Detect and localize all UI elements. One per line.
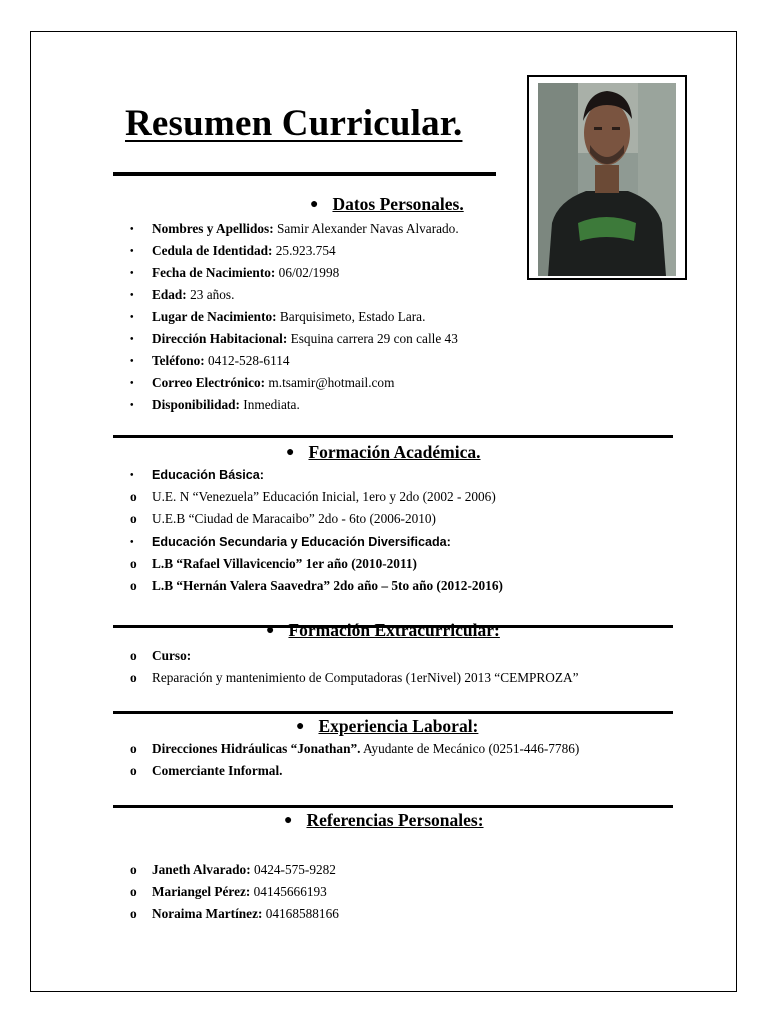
item-label: Mariangel Pérez: <box>152 884 251 899</box>
item-label: Correo Electrónico: <box>152 375 266 390</box>
circle-bullet-icon: o <box>130 906 137 921</box>
bullet-icon: • <box>130 470 134 481</box>
item-label: Disponibilidad: <box>152 397 240 412</box>
list-item <box>130 353 290 370</box>
heading-datos-personales: ● Datos Personales. <box>310 194 464 214</box>
bullet-icon: • <box>130 536 134 548</box>
list-item <box>130 511 436 527</box>
heading-formacion-extracurricular: ● Formación Extracurricular: <box>266 620 500 640</box>
circle-bullet-icon: o <box>130 741 137 756</box>
item-label: Lugar de Nacimiento: <box>152 309 277 324</box>
item-label: Edad: <box>152 287 187 302</box>
item-value: Barquisimeto, Estado Lara. <box>276 309 426 324</box>
item-value: Esquina carrera 29 con calle 43 <box>287 331 458 346</box>
item-label: Teléfono: <box>152 353 205 368</box>
profile-photo <box>538 83 676 276</box>
item-label: Janeth Alvarado: <box>152 862 251 877</box>
heading-experiencia-laboral: ● Experiencia Laboral: <box>296 716 479 736</box>
list-item <box>130 741 579 757</box>
title-rule <box>113 172 496 176</box>
item-label: Cedula de Identidad: <box>152 243 273 258</box>
bullet-icon: • <box>130 246 134 257</box>
list-item <box>130 309 425 326</box>
list-item <box>130 670 579 686</box>
item-value: 04145666193 <box>250 884 327 899</box>
circle-bullet-icon: o <box>130 648 137 663</box>
item-value: 06/02/1998 <box>275 265 340 280</box>
circle-bullet-icon: o <box>130 489 137 505</box>
list-item <box>130 221 459 238</box>
section-rule <box>113 805 673 808</box>
item-label: Nombres y Apellidos: <box>152 221 274 236</box>
item-value: m.tsamir@hotmail.com <box>265 375 395 390</box>
list-item <box>130 467 264 484</box>
circle-bullet-icon: o <box>130 763 137 778</box>
item-value: 0412-528-6114 <box>204 353 290 368</box>
list-item <box>130 906 339 922</box>
bullet-icon: • <box>130 268 134 279</box>
list-item <box>130 763 282 779</box>
list-item <box>130 578 503 594</box>
list-item <box>130 534 451 551</box>
item-value: 25.923.754 <box>272 243 336 258</box>
list-item <box>130 375 394 392</box>
list-item <box>130 648 191 664</box>
item-value: Inmediata. <box>239 397 300 412</box>
item-label: Educación Secundaria y Educación Diversificada: <box>152 534 451 549</box>
item-label: Curso: <box>152 648 192 663</box>
circle-bullet-icon: o <box>130 578 137 593</box>
item-value: Reparación y mantenimiento de Computadoras (1erNivel) 2013 “CEMPROZA” <box>152 669 579 685</box>
bullet-icon: • <box>130 378 134 389</box>
bullet-icon: • <box>130 400 134 411</box>
section-rule <box>113 435 673 438</box>
section-rule <box>113 711 673 714</box>
document-title: Resumen Curricular. <box>125 103 463 144</box>
list-item <box>130 265 339 282</box>
bullet-icon: • <box>130 224 134 235</box>
circle-bullet-icon: o <box>130 511 137 527</box>
item-value: Samir Alexander Navas Alvarado. <box>273 221 459 236</box>
item-label: Educación Básica: <box>152 468 264 482</box>
item-label: Comerciante Informal. <box>152 763 283 778</box>
profile-photo-frame <box>527 75 687 280</box>
item-value: U.E.B “Ciudad de Maracaibo” 2do - 6to (2006-2010) <box>152 511 436 527</box>
bullet-icon: • <box>130 290 134 301</box>
list-item <box>130 243 336 260</box>
circle-bullet-icon: o <box>130 884 137 899</box>
list-item <box>130 862 336 878</box>
list-item <box>130 397 300 414</box>
item-value: 04168588166 <box>262 906 339 921</box>
heading-referencias-personales: ● Referencias Personales: <box>284 810 484 830</box>
list-item <box>130 556 417 572</box>
list-item <box>130 489 496 505</box>
item-label: L.B “Rafael Villavicencio” 1er año (2010-2011) <box>152 555 417 571</box>
item-value: U.E. N “Venezuela” Educación Inicial, 1ero y 2do (2002 - 2006) <box>152 489 496 505</box>
item-label: Dirección Habitacional: <box>152 331 288 346</box>
bullet-icon: • <box>130 334 134 345</box>
circle-bullet-icon: o <box>130 862 137 877</box>
item-value: 23 años. <box>186 287 235 302</box>
item-label: Direcciones Hidráulicas “Jonathan”. <box>152 741 361 756</box>
circle-bullet-icon: o <box>130 669 137 685</box>
item-value: Ayudante de Mecánico (0251-446-7786) <box>360 741 580 756</box>
circle-bullet-icon: o <box>130 555 137 571</box>
item-label: L.B “Hernán Valera Saavedra” 2do año – 5to año (2012-2016) <box>152 578 503 593</box>
list-item <box>130 884 327 900</box>
bullet-icon: • <box>130 356 134 367</box>
heading-formacion-academica: ● Formación Académica. <box>286 442 481 462</box>
item-label: Noraima Martínez: <box>152 906 263 921</box>
bullet-icon: • <box>130 312 134 323</box>
list-item <box>130 331 458 348</box>
item-value: 0424-575-9282 <box>250 862 336 877</box>
list-item <box>130 287 234 304</box>
item-label: Fecha de Nacimiento: <box>152 265 276 280</box>
